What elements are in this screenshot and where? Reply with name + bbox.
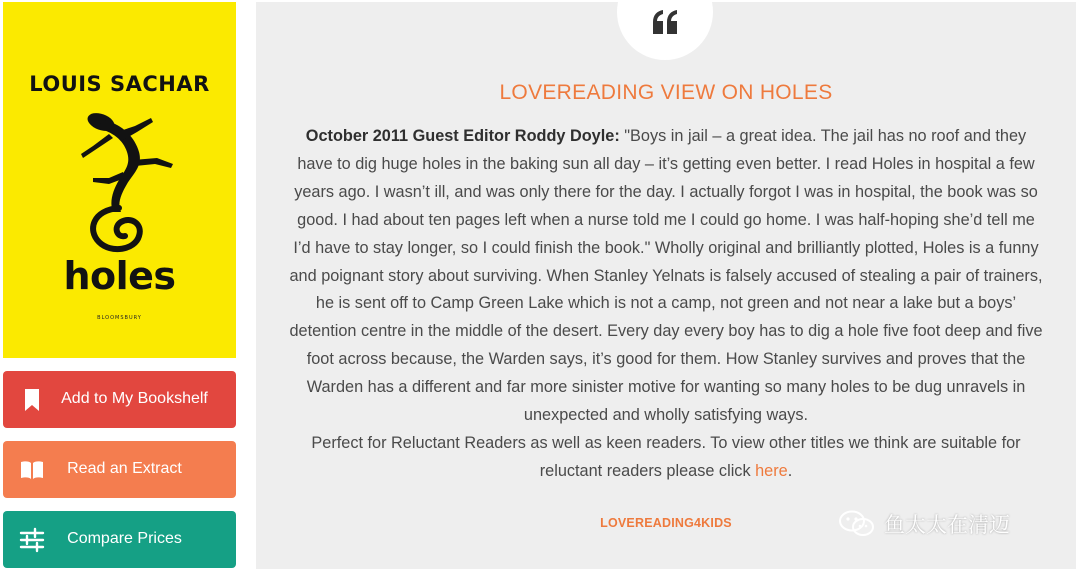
- quote-icon: [651, 10, 679, 34]
- closing-period: .: [787, 461, 793, 480]
- here-link[interactable]: here: [755, 461, 788, 480]
- lizard-illustration: [73, 108, 183, 254]
- review-heading: LOVEREADING VIEW ON HOLES: [499, 81, 833, 104]
- watermark-text: 鱼太太在清迈: [884, 513, 1010, 537]
- prices-button-label: Compare Prices: [67, 530, 182, 547]
- extract-button-label: Read an Extract: [67, 460, 182, 477]
- wechat-icon: [838, 509, 876, 539]
- review-body: "Boys in jail – a great idea. The jail has no roof and they have to dig huge holes in the baking sun all day – it’s getting even better. I read Holes in hospital a few years ago. I wasn’t ill, and was only there for the day. I actually forgot I was in hospital, the book was so good. I had about ten pages left when a nurse told me I could go home. I was half-hoping she’d tell me I’d have to stay longer, so I could finish the book." Wholly original and brilliantly plotted, Holes is a funny and poignant story about surviving. When Stanley Yelnats is falsely accused of stealing a pair of trainers, he is sent off to Camp Green Lake which is not a camp, not green and not near a lake but a boys’ detention centre in the middle of the desert. Every day every boy has to dig a hole five foot deep and five foot across because, the Warden says, it’s good for them. How Stanley survives and proves that the Warden has a different and far more sinister motive for wanting so many holes to be dug unravels in unexpected and wholly satisfying ways.: [289, 127, 1043, 425]
- quote-badge: [617, 2, 713, 60]
- reluctant-readers-note: Perfect for Reluctant Readers as well as keen readers. To view other titles we think are suitable for reluctant readers please click: [311, 433, 1021, 480]
- guest-editor-label: October 2011 Guest Editor Roddy Doyle:: [305, 127, 620, 145]
- review-panel: [256, 2, 1076, 569]
- cover-publisher: BLOOMSBURY: [97, 315, 142, 321]
- add-to-bookshelf-button[interactable]: [3, 371, 236, 428]
- review-text: [288, 123, 1044, 486]
- watermark: [838, 506, 1010, 542]
- cover-author: LOUIS SACHAR: [29, 72, 210, 96]
- book-cover[interactable]: [3, 2, 236, 358]
- compare-prices-button[interactable]: [3, 511, 236, 568]
- review-source: LOVEREADING4KIDS: [600, 516, 732, 530]
- bookshelf-button-label: Add to My Bookshelf: [61, 390, 208, 407]
- cover-title: holes: [63, 254, 176, 298]
- read-extract-button[interactable]: [3, 441, 236, 498]
